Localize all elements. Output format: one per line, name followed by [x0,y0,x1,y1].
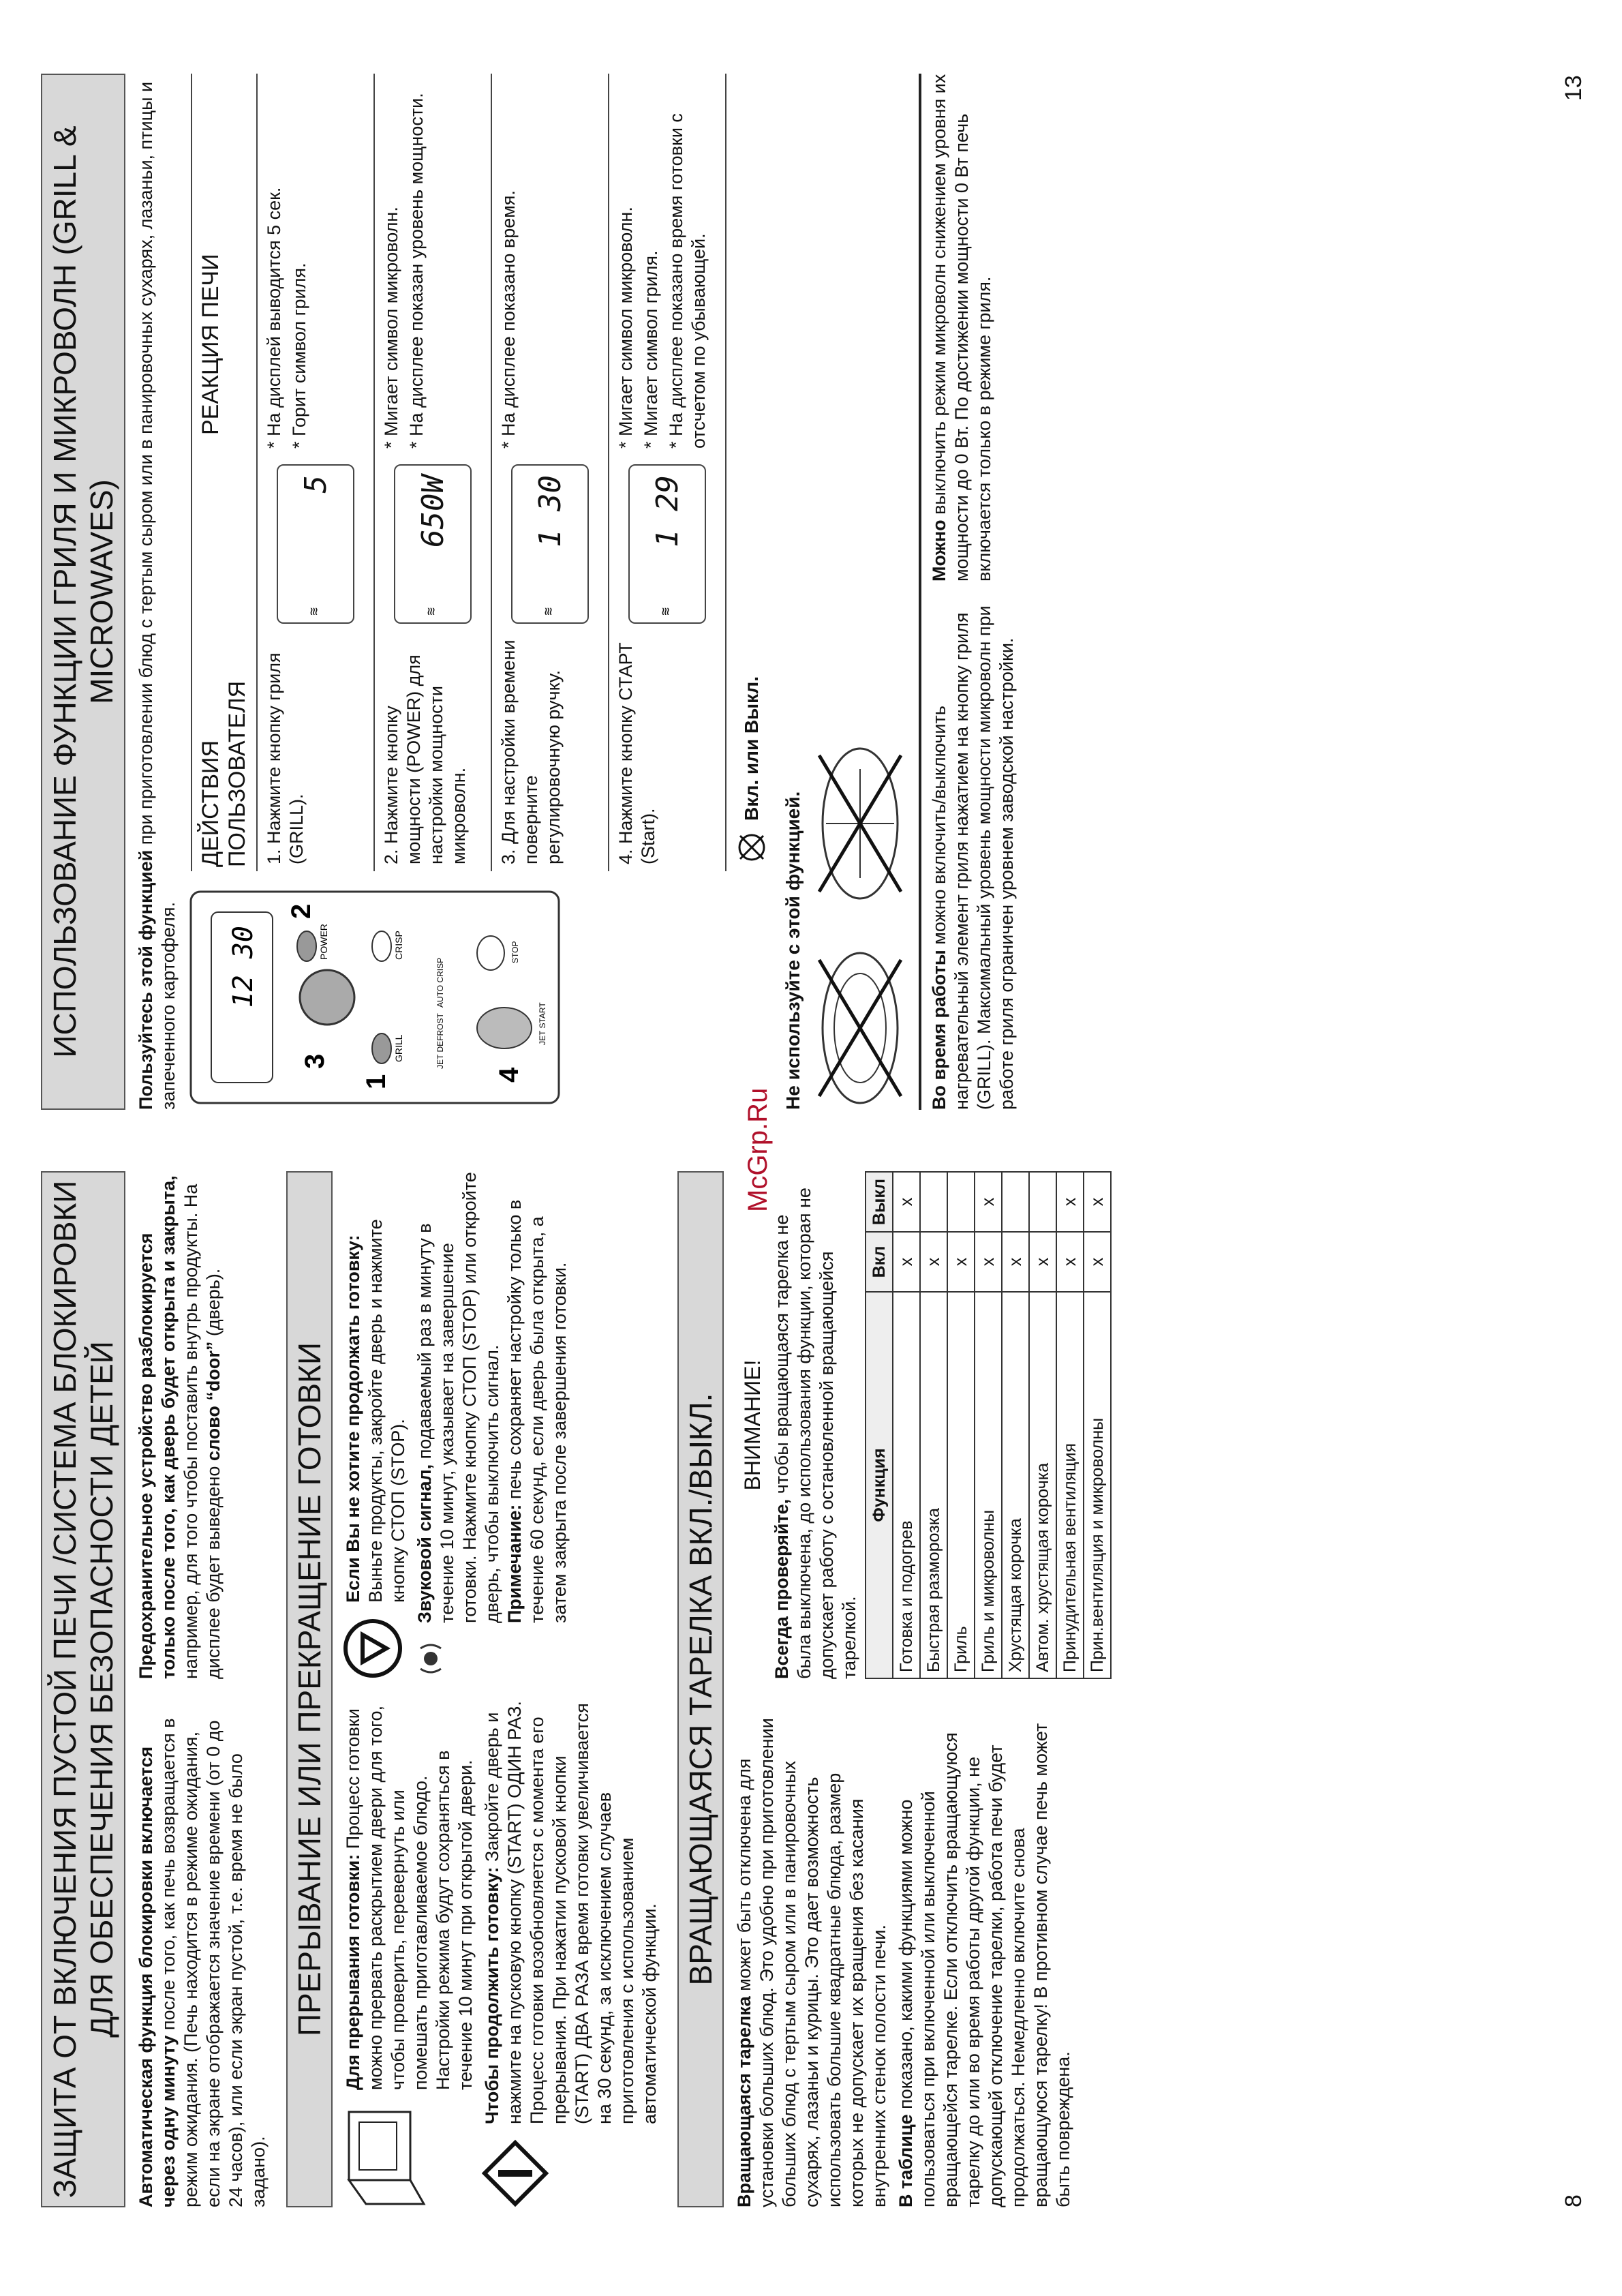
page-number-right: 13 [1561,75,1587,101]
can-bold: Можно [929,519,949,581]
door-word: слово “door” [203,1341,224,1462]
open-oven-icon [342,2105,431,2207]
autolock-bold: Автоматическая функция блокировки включается через одну минуту [136,1746,179,2207]
beep-body: подаваемый раз в минуту в течение 10 минут, указывает на завершение готовки. Нажмите кнопку СТОП (STOP) или откройте дверь, чтобы выключить сигнал. [414,1172,502,1623]
response-line: * На дисплей выводится 5 сек. [264,187,284,449]
table-cell-mark [947,1172,975,1232]
intro-bold: Пользуйтесь этой функцией [136,849,156,1110]
response-line: * Мигает символ микроволн. [615,207,636,449]
turntable-text [733,1171,1112,2207]
col-user-actions: ДЕЙСТВИЯ ПОЛЬЗОВАТЕЛЯ [198,680,250,867]
step-response [609,74,725,455]
lcd-value: 1 30 [533,475,568,547]
panel-num-4: 4 [494,1067,524,1083]
watermark: McGrp.Ru [743,1087,773,1212]
note-body: печь сохраняет настройку только в течение 60 секунд, если дверь была открыта, а затем закрыта после завершения готовки. [504,1199,570,1623]
response-line: * На дисплее показан уровень мощности. [406,93,427,449]
onoff-label: Вкл. или Выкл. [741,676,762,821]
table-intro-bold: В таблице [896,2114,916,2207]
attention-bold: Всегда проверяйте, [771,1498,792,1679]
during-bold: Во время работы [929,950,949,1110]
unlock-text-2: (дверь). [203,1268,224,1342]
step-action: 1. Нажмите кнопку гриля (GRILL). [264,652,307,864]
response-line: * Горит символ гриля. [289,262,309,449]
response-line: * На дисплее показано время. [498,190,519,449]
turntable-onoff-icon [735,830,769,864]
start-button-icon [481,2139,549,2207]
table-row [1002,1172,1029,1678]
lcd-screen [628,464,706,624]
section-title-grill-micro: ИСПОЛЬЗОВАНИЕ ФУНКЦИИ ГРИЛЯ И МИКРОВОЛН (GRILL & MICROWAVES) [41,74,125,1110]
lcd-value: 1 29 [650,475,685,547]
panel-stop: STOP [510,941,520,963]
step-display [609,455,725,633]
table-cell-mark: x [920,1232,947,1292]
function-table [865,1171,1112,1679]
right-page [41,74,1022,1110]
lcd-screen [277,464,354,624]
table-row [1056,1172,1084,1678]
panel-num-3: 3 [300,1053,330,1069]
section-title-turntable: ВРАЩАЮЩАЯСЯ ТАРЕЛКА ВКЛ./ВЫКЛ. [677,1171,724,2207]
step-response [258,74,373,455]
turntable-bold: Вращающаяся тарелка [734,1996,754,2207]
child-lock-text [135,1171,274,2207]
table-cell-function: Гриль и микроволны [975,1292,1002,1678]
step-action: 4. Нажмите кнопку СТАРТ (Start). [615,642,658,864]
panel-num-1: 1 [361,1074,391,1089]
turntable-body: может быть отключена для установки больших блюд. Это удобно при приготовлении больших блюд с тертым сыром или в панировочных сухарях, лазаньи и курицы. Это дает возможность использовать большие квадратные блюда, размер которых не допускает их вращения без касания внутренних стенок полости печи. [734,1718,889,2207]
stop-bold: Если Вы не хотите продолжать готовку: [343,1235,363,1603]
table-cell-mark: x [1029,1232,1056,1292]
panel-auto-crisp: AUTO CRISP [435,957,445,1008]
grill-symbol-icon: ≋ [540,607,556,616]
table-row [947,1172,975,1678]
interrupt-bold: Для прерывания готовки: [343,1854,363,2090]
table-cell-mark: x [947,1232,975,1292]
table-header: Выкл [866,1172,893,1232]
continue-bold: Чтобы продолжить готовку: [482,1867,502,2124]
table-intro-body: показано, какими функциями можно пользоваться при включенной или выключенной вращающейся тарелке. Если отключить вращающуюся тарелку до или во время работы другой функции, не допускающей отключение тарелки, работа печи будет продолжаться. Немедленно включите снова вращающуюся тарелку! В противном случае печь может быть повреждена. [896,1723,1073,2207]
table-cell-mark [1029,1172,1056,1232]
note-bold: Примечание: [504,1504,525,1623]
step-row [258,74,375,871]
beep-icon [414,1638,448,1679]
beep-bold: Звуковой сигнал, [414,1464,435,1623]
grill-symbol-icon: ≋ [657,607,673,616]
table-row [1084,1172,1111,1678]
steps-table [184,74,777,871]
unlock-bold: Предохранительное устройство разблокируется только после того, как дверь будет открыта и закрыта, [136,1175,179,1679]
panel-grill: GRILL [393,1034,404,1062]
step-row [609,74,726,871]
table-row [1029,1172,1056,1678]
table-row [893,1172,920,1678]
response-line: * На дисплее показано время готовки с отсчетом по убывающей. [666,113,709,449]
panel-jet-defrost: JET DEFROST [435,1013,445,1069]
interrupt-body: Процесс готовки можно прервать раскрытием двери для того, чтобы проверить, перевернуть или помешать приготавливаемое блюдо. Настройки режима будут сохраняться в течение 10 минут при открытой двери. [343,1705,476,2090]
lcd-screen [394,464,472,624]
intro-body: при приготовлении блюд с тертым сыром или в панировочных сухарях, лазаньи, птицы и запеченного картофеля. [136,81,179,1110]
table-cell-mark: x [1084,1172,1111,1232]
response-line: * Мигает символ гриля. [641,250,661,449]
table-cell-mark: x [1056,1232,1084,1292]
during-body: можно включить/выключить нагревательный элемент гриля нажатием на кнопку гриля (GRILL). Максимальный уровень мощности микроволн при работе гриля ограничен уровнем заводской настройки. [929,605,1017,1110]
table-row [920,1172,947,1678]
panel-num-2: 2 [286,903,316,919]
autolock-text: после того, как печь возвращается в режим ожидания. (Печь находится в режиме ожидания, если на экране отображается значение времени (от 0 до 24 часов), или если экран пустой, т.е. время не было задано). [158,1718,269,2207]
page-number-left: 8 [1561,2194,1587,2207]
table-cell-function: Хрустящая корочка [1002,1292,1029,1678]
grill-symbol-icon: ≋ [423,607,439,616]
table-cell-mark: x [1084,1232,1111,1292]
do-not-use-heading: Не используйте с этой функцией. [782,791,804,1110]
col-oven-response: РЕАКЦИЯ ПЕЧИ [198,254,224,435]
crossed-rack-icon [812,742,908,905]
table-cell-function: Быстрая разморозка [920,1292,947,1678]
step-action: 3. Для настройки времени поверните регулировочную ручку. [498,639,564,864]
step-display [258,455,373,633]
table-cell-mark: x [975,1232,1002,1292]
table-cell-mark [1002,1172,1029,1232]
crossed-dish-icon [812,946,908,1110]
table-cell-function: Принудительная вентиляция [1056,1292,1084,1678]
stop-button-icon [342,1618,403,1679]
section-title-child-lock: ЗАЩИТА ОТ ВКЛЮЧЕНИЯ ПУСТОЙ ПЕЧИ /СИСТЕМА БЛОКИРОВКИ ДЛЯ ОБЕСПЕЧЕНИЯ БЕЗОПАСНОСТИ ДЕТЕЙ [41,1171,125,2207]
table-header: Функция [866,1292,893,1678]
table-cell-function: Гриль [947,1292,975,1678]
step-action: 2. Нажмите кнопку мощности (POWER) для настройки мощности микроволн. [381,654,469,864]
continue-body: Закройте дверь и нажмите на пусковую кнопку (START) ОДИН РАЗ. Процесс готовки возобновляется с момента его прерывания. При нажатии пусковой кнопки (START) ДВА РАЗА время готовки увеличивается на 30 секунд, за исключением случаев приготовления с использованием автоматической функции. [482,1701,660,2124]
stop-body: Выньте продукты, закройте дверь и нажмите кнопку СТОП (STOP). [365,1219,408,1603]
table-cell-mark: x [1002,1232,1029,1292]
table-header: Вкл [866,1232,893,1292]
panel-crisp: CRISP [393,931,404,960]
step-row [492,74,609,871]
step-response [375,74,491,455]
table-cell-mark [920,1172,947,1232]
step-response [492,74,608,455]
step-display [492,455,608,633]
attention-heading: ВНИМАНИЕ! [740,1359,765,1491]
response-line: * Мигает символ микроволн. [381,207,401,449]
table-cell-mark: x [1056,1172,1084,1232]
control-panel-illustration [184,885,566,1110]
grill-symbol-icon: ≋ [305,607,322,616]
left-page [41,1171,1112,2207]
can-body: выключить режим микроволн снижением уровня их мощности до 0 Вт. По достижении мощности 0 Вт печь включается только в режиме гриля. [929,74,994,581]
table-cell-function: Готовка и подогрев [893,1292,920,1678]
step-row [375,74,492,871]
table-cell-function: Автом. хрустящая корочка [1029,1292,1056,1678]
panel-display: 12 30 [228,926,259,1008]
section-title-interrupt: ПРЕРЫВАНИЕ ИЛИ ПРЕКРАЩЕНИЕ ГОТОВКИ [286,1171,333,2207]
table-cell-function: Прин.вентиляция и микроволны [1084,1292,1111,1678]
lcd-screen [511,464,589,624]
table-cell-mark: x [975,1172,1002,1232]
table-cell-mark: x [893,1232,920,1292]
table-cell-mark: x [893,1172,920,1232]
table-row [975,1172,1002,1678]
step-display [375,455,491,633]
interrupt-text [342,1171,665,2207]
panel-start: JET START [538,1002,547,1045]
panel-power: POWER [318,924,329,960]
unlock-text: например, для того чтобы поставить внутрь продукты. На дисплее будет выведено [181,1183,224,1679]
lcd-value: 5 [299,475,333,494]
attention-body: чтобы вращающаяся тарелка не была выключена, до использования функции, которая не допускает работу с остановленной вращающейся тарелкой. [771,1188,859,1679]
lcd-value: 650W [416,475,450,547]
